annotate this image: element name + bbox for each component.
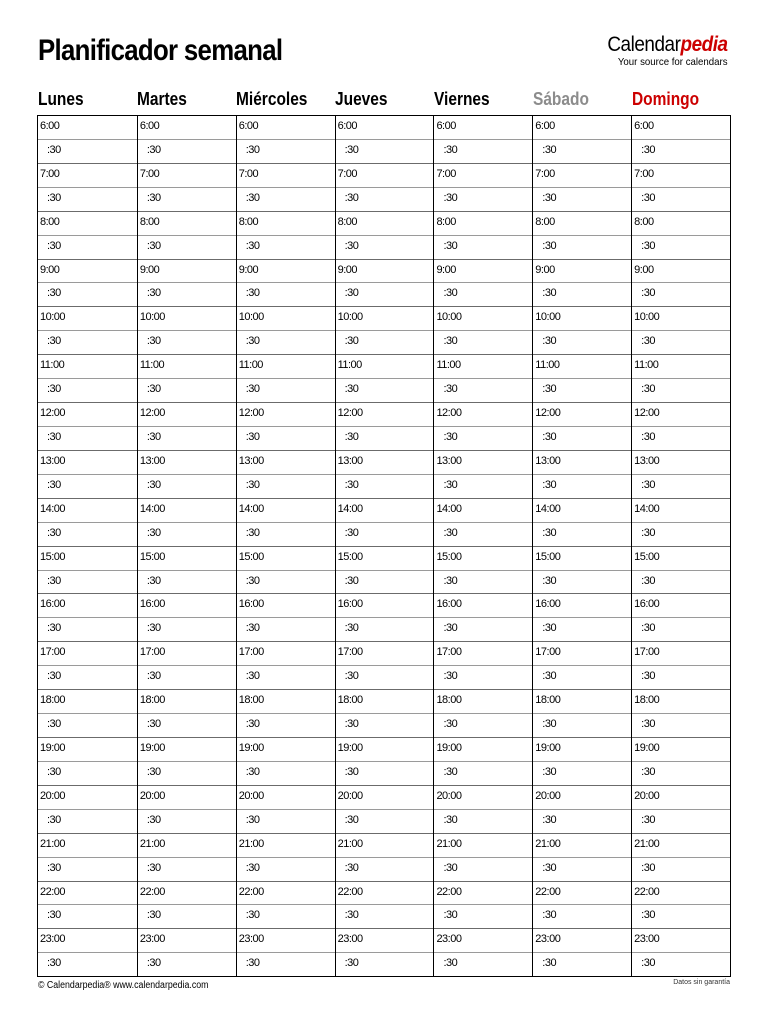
- weekly-planner-grid: [37, 115, 731, 977]
- time-slot[interactable]: :30: [336, 187, 434, 211]
- time-slot[interactable]: 16:00: [237, 593, 335, 617]
- time-slot[interactable]: :30: [632, 952, 730, 976]
- time-slot[interactable]: 22:00: [138, 881, 236, 905]
- time-slot[interactable]: 18:00: [533, 689, 631, 713]
- time-slot[interactable]: :30: [434, 139, 532, 163]
- time-slot[interactable]: :30: [434, 857, 532, 881]
- day-header-1: Lunes: [38, 89, 84, 109]
- time-slot[interactable]: :30: [336, 904, 434, 928]
- footer-copyright: © Calendarpedia® www.calendarpedia.com: [38, 980, 209, 991]
- time-slot[interactable]: :30: [533, 713, 631, 737]
- time-slot[interactable]: 13:00: [533, 450, 631, 474]
- time-slot[interactable]: :30: [138, 713, 236, 737]
- time-slot[interactable]: 7:00: [632, 163, 730, 187]
- time-slot[interactable]: 6:00: [634, 120, 654, 132]
- time-slot[interactable]: 12:00: [434, 402, 532, 426]
- time-slot[interactable]: :30: [533, 665, 631, 689]
- time-slot[interactable]: 16:00: [533, 593, 631, 617]
- time-slot[interactable]: :30: [632, 235, 730, 259]
- time-slot[interactable]: 7:00: [237, 163, 335, 187]
- time-slot[interactable]: :30: [434, 378, 532, 402]
- time-slot[interactable]: :30: [38, 952, 137, 976]
- time-slot[interactable]: :30: [138, 904, 236, 928]
- time-slot[interactable]: 14:00: [434, 498, 532, 522]
- time-slot[interactable]: 22:00: [237, 881, 335, 905]
- time-slot[interactable]: :30: [434, 809, 532, 833]
- time-slot[interactable]: :30: [632, 665, 730, 689]
- time-slot[interactable]: 20:00: [38, 785, 137, 809]
- time-slot[interactable]: :30: [434, 761, 532, 785]
- time-slot[interactable]: 20:00: [533, 785, 631, 809]
- time-slot[interactable]: 23:00: [533, 928, 631, 952]
- time-slot[interactable]: 7:00: [138, 163, 236, 187]
- time-slot[interactable]: 11:00: [632, 354, 730, 378]
- time-slot[interactable]: 16:00: [632, 593, 730, 617]
- time-slot[interactable]: 16:00: [434, 593, 532, 617]
- time-slot[interactable]: :30: [434, 570, 532, 594]
- time-slot[interactable]: :30: [632, 282, 730, 306]
- time-slot[interactable]: 8:00: [38, 211, 137, 235]
- time-slot[interactable]: :30: [38, 235, 137, 259]
- time-slot[interactable]: :30: [38, 522, 137, 546]
- time-slot[interactable]: :30: [138, 761, 236, 785]
- time-slot[interactable]: :30: [434, 952, 532, 976]
- time-slot[interactable]: 21:00: [237, 833, 335, 857]
- time-slot[interactable]: :30: [434, 904, 532, 928]
- time-slot[interactable]: :30: [38, 570, 137, 594]
- time-slot[interactable]: :30: [138, 665, 236, 689]
- time-slot[interactable]: 6:00: [535, 120, 555, 132]
- time-slot[interactable]: 14:00: [336, 498, 434, 522]
- time-slot[interactable]: :30: [632, 904, 730, 928]
- time-slot[interactable]: :30: [237, 857, 335, 881]
- time-slot[interactable]: 22:00: [434, 881, 532, 905]
- time-slot[interactable]: 9:00: [434, 259, 532, 283]
- time-slot[interactable]: :30: [336, 952, 434, 976]
- time-slot[interactable]: :30: [533, 761, 631, 785]
- time-slot[interactable]: :30: [632, 330, 730, 354]
- time-slot[interactable]: 22:00: [533, 881, 631, 905]
- time-slot[interactable]: 21:00: [138, 833, 236, 857]
- time-slot[interactable]: 23:00: [434, 928, 532, 952]
- time-slot[interactable]: 12:00: [533, 402, 631, 426]
- time-slot[interactable]: :30: [38, 139, 137, 163]
- time-slot[interactable]: 9:00: [138, 259, 236, 283]
- time-slot[interactable]: :30: [632, 139, 730, 163]
- time-slot[interactable]: 8:00: [434, 211, 532, 235]
- time-slot[interactable]: :30: [38, 617, 137, 641]
- time-slot[interactable]: 8:00: [138, 211, 236, 235]
- time-slot[interactable]: :30: [138, 809, 236, 833]
- time-slot[interactable]: :30: [237, 809, 335, 833]
- time-slot[interactable]: 11:00: [336, 354, 434, 378]
- time-slot[interactable]: 17:00: [237, 641, 335, 665]
- time-slot[interactable]: :30: [38, 761, 137, 785]
- time-slot[interactable]: :30: [138, 235, 236, 259]
- time-slot[interactable]: :30: [38, 665, 137, 689]
- time-slot[interactable]: :30: [237, 665, 335, 689]
- time-slot[interactable]: 12:00: [38, 402, 137, 426]
- time-slot[interactable]: :30: [434, 330, 532, 354]
- time-slot[interactable]: :30: [336, 522, 434, 546]
- time-slot[interactable]: :30: [138, 570, 236, 594]
- time-slot[interactable]: :30: [533, 809, 631, 833]
- time-slot[interactable]: 18:00: [38, 689, 137, 713]
- time-slot[interactable]: :30: [38, 857, 137, 881]
- time-slot[interactable]: :30: [237, 904, 335, 928]
- time-slot[interactable]: :30: [632, 426, 730, 450]
- footer-disclaimer: Datos sin garantía: [673, 979, 730, 986]
- time-slot[interactable]: :30: [336, 282, 434, 306]
- time-slot[interactable]: 13:00: [38, 450, 137, 474]
- time-slot[interactable]: 15:00: [533, 546, 631, 570]
- time-slot[interactable]: 20:00: [237, 785, 335, 809]
- time-slot[interactable]: :30: [237, 139, 335, 163]
- time-slot[interactable]: 11:00: [533, 354, 631, 378]
- time-slot[interactable]: :30: [533, 330, 631, 354]
- day-header-3: Miércoles: [236, 89, 308, 109]
- time-slot[interactable]: :30: [138, 282, 236, 306]
- time-slot[interactable]: :30: [38, 474, 137, 498]
- time-slot[interactable]: 9:00: [336, 259, 434, 283]
- time-slot[interactable]: :30: [632, 522, 730, 546]
- day-column-6: [532, 116, 631, 976]
- time-slot[interactable]: 16:00: [336, 593, 434, 617]
- time-slot[interactable]: :30: [533, 570, 631, 594]
- time-slot[interactable]: 6:00: [139, 120, 160, 132]
- time-slot[interactable]: 10:00: [38, 306, 137, 330]
- time-slot[interactable]: :30: [336, 330, 434, 354]
- time-slot[interactable]: 23:00: [138, 928, 236, 952]
- time-slot[interactable]: :30: [533, 617, 631, 641]
- time-slot[interactable]: 19:00: [138, 737, 236, 761]
- day-column-1: [38, 116, 137, 976]
- time-slot[interactable]: 15:00: [434, 546, 532, 570]
- time-slot[interactable]: 21:00: [336, 833, 434, 857]
- time-slot[interactable]: 11:00: [138, 354, 236, 378]
- time-slot[interactable]: :30: [336, 235, 434, 259]
- time-slot[interactable]: :30: [138, 426, 236, 450]
- logo-wordmark-accent: pedia: [680, 33, 728, 56]
- time-slot[interactable]: 7:00: [38, 163, 137, 187]
- time-slot[interactable]: 15:00: [336, 546, 434, 570]
- time-slot[interactable]: :30: [434, 665, 532, 689]
- time-slot[interactable]: 10:00: [434, 306, 532, 330]
- time-slot[interactable]: 9:00: [632, 259, 730, 283]
- time-slot[interactable]: 22:00: [38, 881, 137, 905]
- time-slot[interactable]: :30: [434, 187, 532, 211]
- time-slot[interactable]: 17:00: [434, 641, 532, 665]
- time-slot[interactable]: :30: [138, 857, 236, 881]
- time-slot[interactable]: :30: [38, 904, 137, 928]
- time-slot[interactable]: 8:00: [632, 211, 730, 235]
- time-slot[interactable]: 15:00: [237, 546, 335, 570]
- time-slot[interactable]: 14:00: [38, 498, 137, 522]
- time-slot[interactable]: 7:00: [434, 163, 532, 187]
- time-slot[interactable]: 6:00: [238, 120, 259, 132]
- time-slot[interactable]: 10:00: [533, 306, 631, 330]
- time-slot[interactable]: 12:00: [138, 402, 236, 426]
- time-slot[interactable]: 13:00: [336, 450, 434, 474]
- time-slot[interactable]: 19:00: [434, 737, 532, 761]
- time-slot[interactable]: :30: [38, 330, 137, 354]
- time-slot[interactable]: :30: [138, 617, 236, 641]
- time-slot[interactable]: 13:00: [434, 450, 532, 474]
- time-slot[interactable]: :30: [434, 426, 532, 450]
- time-slot[interactable]: 15:00: [38, 546, 137, 570]
- time-slot[interactable]: :30: [533, 426, 631, 450]
- time-slot[interactable]: 9:00: [38, 259, 137, 283]
- time-slot[interactable]: :30: [632, 617, 730, 641]
- time-slot[interactable]: :30: [336, 474, 434, 498]
- time-slot[interactable]: 23:00: [336, 928, 434, 952]
- time-slot[interactable]: 18:00: [632, 689, 730, 713]
- time-slot[interactable]: 19:00: [237, 737, 335, 761]
- time-slot[interactable]: 17:00: [533, 641, 631, 665]
- time-slot[interactable]: 13:00: [138, 450, 236, 474]
- time-slot[interactable]: :30: [237, 570, 335, 594]
- time-slot[interactable]: :30: [533, 952, 631, 976]
- time-slot[interactable]: :30: [237, 474, 335, 498]
- time-slot[interactable]: 8:00: [533, 211, 631, 235]
- time-slot[interactable]: :30: [533, 187, 631, 211]
- page-title: Planificador semanal: [38, 34, 283, 67]
- time-slot[interactable]: 18:00: [434, 689, 532, 713]
- time-slot[interactable]: 10:00: [237, 306, 335, 330]
- time-slot[interactable]: :30: [138, 378, 236, 402]
- time-slot[interactable]: :30: [533, 904, 631, 928]
- time-slot[interactable]: :30: [237, 713, 335, 737]
- time-slot[interactable]: :30: [434, 474, 532, 498]
- time-slot[interactable]: 16:00: [138, 593, 236, 617]
- time-slot[interactable]: :30: [533, 139, 631, 163]
- time-slot[interactable]: :30: [138, 330, 236, 354]
- time-slot[interactable]: 20:00: [632, 785, 730, 809]
- time-slot[interactable]: :30: [632, 809, 730, 833]
- time-slot[interactable]: :30: [237, 330, 335, 354]
- time-slot[interactable]: 7:00: [533, 163, 631, 187]
- time-slot[interactable]: 15:00: [632, 546, 730, 570]
- time-slot[interactable]: :30: [38, 426, 137, 450]
- time-slot[interactable]: :30: [138, 952, 236, 976]
- time-slot[interactable]: 17:00: [138, 641, 236, 665]
- time-slot[interactable]: :30: [632, 187, 730, 211]
- time-slot[interactable]: :30: [632, 761, 730, 785]
- time-slot[interactable]: :30: [138, 474, 236, 498]
- time-slot[interactable]: 18:00: [336, 689, 434, 713]
- time-slot[interactable]: :30: [336, 665, 434, 689]
- time-slot[interactable]: :30: [138, 187, 236, 211]
- day-column-7: [631, 116, 730, 976]
- time-slot[interactable]: 19:00: [533, 737, 631, 761]
- day-column-4: [335, 116, 434, 976]
- time-slot[interactable]: :30: [138, 522, 236, 546]
- time-slot[interactable]: :30: [533, 522, 631, 546]
- time-slot[interactable]: :30: [38, 282, 137, 306]
- time-slot[interactable]: 23:00: [237, 928, 335, 952]
- time-slot[interactable]: :30: [237, 378, 335, 402]
- time-slot[interactable]: :30: [138, 139, 236, 163]
- time-slot[interactable]: :30: [237, 282, 335, 306]
- day-column-3: [236, 116, 335, 976]
- time-slot[interactable]: :30: [38, 713, 137, 737]
- time-slot[interactable]: :30: [336, 570, 434, 594]
- time-slot[interactable]: 9:00: [533, 259, 631, 283]
- time-slot[interactable]: 21:00: [533, 833, 631, 857]
- time-slot[interactable]: :30: [533, 378, 631, 402]
- time-slot[interactable]: 16:00: [38, 593, 137, 617]
- time-slot[interactable]: 23:00: [632, 928, 730, 952]
- calendarpedia-logo: [594, 34, 728, 68]
- time-slot[interactable]: 22:00: [336, 881, 434, 905]
- time-slot[interactable]: 14:00: [237, 498, 335, 522]
- day-header-row: [38, 86, 731, 112]
- time-slot[interactable]: 14:00: [138, 498, 236, 522]
- time-slot[interactable]: :30: [237, 235, 335, 259]
- time-slot[interactable]: :30: [434, 713, 532, 737]
- time-slot[interactable]: 21:00: [38, 833, 137, 857]
- time-slot[interactable]: :30: [336, 713, 434, 737]
- time-slot[interactable]: 6:00: [337, 120, 357, 132]
- time-slot[interactable]: 20:00: [336, 785, 434, 809]
- time-slot[interactable]: 9:00: [237, 259, 335, 283]
- time-slot[interactable]: :30: [533, 282, 631, 306]
- time-slot[interactable]: 19:00: [632, 737, 730, 761]
- day-header-2: Martes: [137, 89, 187, 109]
- time-slot[interactable]: :30: [336, 617, 434, 641]
- time-slot[interactable]: :30: [237, 952, 335, 976]
- time-slot[interactable]: 21:00: [632, 833, 730, 857]
- time-slot[interactable]: :30: [533, 235, 631, 259]
- time-slot[interactable]: :30: [336, 378, 434, 402]
- time-slot[interactable]: 11:00: [237, 354, 335, 378]
- time-slot[interactable]: 22:00: [632, 881, 730, 905]
- time-slot[interactable]: 8:00: [237, 211, 335, 235]
- time-slot[interactable]: 18:00: [237, 689, 335, 713]
- time-slot[interactable]: 10:00: [632, 306, 730, 330]
- time-slot[interactable]: :30: [336, 139, 434, 163]
- time-slot[interactable]: :30: [38, 809, 137, 833]
- time-slot[interactable]: :30: [38, 187, 137, 211]
- time-slot[interactable]: 23:00: [38, 928, 137, 952]
- day-header-7: Domingo: [632, 89, 700, 109]
- time-slot[interactable]: :30: [632, 857, 730, 881]
- time-slot[interactable]: 17:00: [336, 641, 434, 665]
- time-slot[interactable]: :30: [336, 857, 434, 881]
- time-slot[interactable]: 19:00: [38, 737, 137, 761]
- time-slot[interactable]: 13:00: [237, 450, 335, 474]
- time-slot[interactable]: :30: [632, 378, 730, 402]
- time-slot[interactable]: 19:00: [336, 737, 434, 761]
- time-slot[interactable]: 8:00: [336, 211, 434, 235]
- time-slot[interactable]: :30: [434, 617, 532, 641]
- time-slot[interactable]: 15:00: [138, 546, 236, 570]
- time-slot[interactable]: :30: [237, 761, 335, 785]
- time-slot[interactable]: :30: [336, 809, 434, 833]
- time-slot[interactable]: :30: [237, 522, 335, 546]
- time-slot[interactable]: 21:00: [434, 833, 532, 857]
- time-slot[interactable]: 6:00: [40, 120, 60, 132]
- time-slot[interactable]: 6:00: [436, 120, 456, 132]
- time-slot[interactable]: 18:00: [138, 689, 236, 713]
- time-slot[interactable]: 10:00: [336, 306, 434, 330]
- time-slot[interactable]: 20:00: [138, 785, 236, 809]
- time-slot[interactable]: 14:00: [533, 498, 631, 522]
- time-slot[interactable]: 11:00: [434, 354, 532, 378]
- time-slot[interactable]: 12:00: [632, 402, 730, 426]
- time-slot[interactable]: :30: [237, 187, 335, 211]
- time-slot[interactable]: :30: [237, 426, 335, 450]
- time-slot[interactable]: 17:00: [632, 641, 730, 665]
- time-slot[interactable]: 14:00: [632, 498, 730, 522]
- time-slot[interactable]: :30: [632, 570, 730, 594]
- time-slot[interactable]: 12:00: [237, 402, 335, 426]
- day-header-5: Viernes: [434, 89, 490, 109]
- day-header-4: Jueves: [335, 89, 388, 109]
- time-slot[interactable]: :30: [434, 282, 532, 306]
- time-slot[interactable]: :30: [434, 522, 532, 546]
- time-slot[interactable]: :30: [336, 426, 434, 450]
- time-slot[interactable]: 12:00: [336, 402, 434, 426]
- time-slot[interactable]: 17:00: [38, 641, 137, 665]
- logo-tagline: Your source for calendars: [618, 56, 728, 68]
- day-column-2: [137, 116, 236, 976]
- time-slot[interactable]: 7:00: [336, 163, 434, 187]
- time-slot[interactable]: 10:00: [138, 306, 236, 330]
- day-header-6: Sábado: [533, 89, 589, 109]
- time-slot[interactable]: :30: [434, 235, 532, 259]
- time-slot[interactable]: :30: [38, 378, 137, 402]
- day-column-5: [433, 116, 532, 976]
- time-slot[interactable]: 13:00: [632, 450, 730, 474]
- time-slot[interactable]: :30: [533, 474, 631, 498]
- time-slot[interactable]: :30: [336, 761, 434, 785]
- time-slot[interactable]: :30: [237, 617, 335, 641]
- time-slot[interactable]: 11:00: [38, 354, 137, 378]
- time-slot[interactable]: :30: [632, 474, 730, 498]
- time-slot[interactable]: :30: [533, 857, 631, 881]
- logo-wordmark: [608, 34, 728, 55]
- time-slot[interactable]: 20:00: [434, 785, 532, 809]
- time-slot[interactable]: :30: [632, 713, 730, 737]
- logo-wordmark-main: Calendar: [607, 33, 681, 56]
